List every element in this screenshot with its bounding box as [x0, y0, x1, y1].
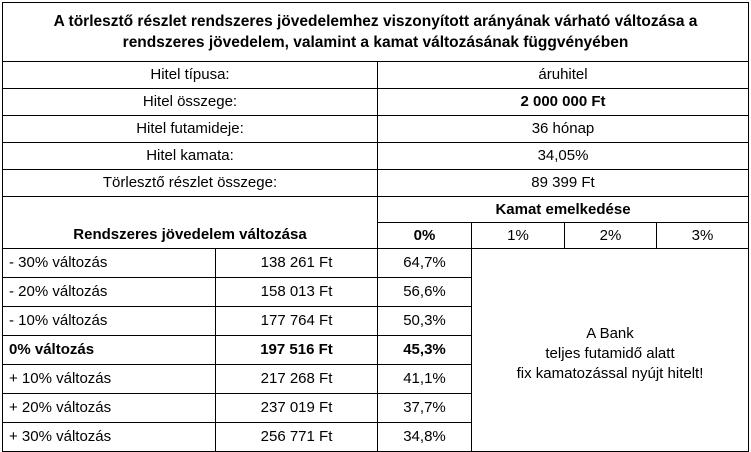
- row-income: 158 013 Ft: [216, 278, 378, 307]
- row-label: - 20% változás: [3, 278, 216, 307]
- empty-cell: [3, 197, 378, 223]
- row-ratio: 45,3%: [378, 336, 472, 365]
- info-value: 34,05%: [378, 143, 749, 170]
- row-ratio: 56,6%: [378, 278, 472, 307]
- info-label: Hitel összege:: [3, 89, 378, 116]
- row-income: 256 771 Ft: [216, 423, 378, 452]
- row-ratio: 50,3%: [378, 307, 472, 336]
- info-row-loan-type: [3, 62, 749, 89]
- rate-col-2: 2%: [565, 223, 657, 249]
- row-label: + 30% változás: [3, 423, 216, 452]
- info-row-loan-term: [3, 116, 749, 143]
- row-ratio: 37,7%: [378, 394, 472, 423]
- row-label: + 10% változás: [3, 365, 216, 394]
- info-label: Hitel futamideje:: [3, 116, 378, 143]
- info-value: 36 hónap: [378, 116, 749, 143]
- info-row-loan-amount: [3, 89, 749, 116]
- info-row-installment: [3, 170, 749, 197]
- row-label: - 30% változás: [3, 249, 216, 278]
- rate-col-0: 0%: [378, 223, 472, 249]
- info-label: Hitel kamata:: [3, 143, 378, 170]
- income-change-header: Rendszeres jövedelem változása: [3, 223, 378, 249]
- row-ratio: 41,1%: [378, 365, 472, 394]
- row-income: 197 516 Ft: [216, 336, 378, 365]
- row-income: 237 019 Ft: [216, 394, 378, 423]
- info-value: áruhitel: [378, 62, 749, 89]
- rate-col-1: 1%: [472, 223, 565, 249]
- loan-table: [2, 2, 749, 452]
- table-row: [3, 249, 749, 278]
- table-title: A törlesztő részlet rendszeres jövedelemhez viszonyított arányának várható változása a rendszeres jövedelem, valamint a kamat változásának függvényében: [3, 3, 749, 62]
- info-value: 89 399 Ft: [378, 170, 749, 197]
- row-ratio: 34,8%: [378, 423, 472, 452]
- info-value: 2 000 000 Ft: [378, 89, 749, 116]
- info-label: Törlesztő részlet összege:: [3, 170, 378, 197]
- row-income: 177 764 Ft: [216, 307, 378, 336]
- info-label: Hitel típusa:: [3, 62, 378, 89]
- row-label: - 10% változás: [3, 307, 216, 336]
- row-income: 217 268 Ft: [216, 365, 378, 394]
- row-label: + 20% változás: [3, 394, 216, 423]
- rate-col-3: 3%: [657, 223, 749, 249]
- row-income: 138 261 Ft: [216, 249, 378, 278]
- row-label: 0% változás: [3, 336, 216, 365]
- interest-increase-header: Kamat emelkedése: [378, 197, 749, 223]
- row-ratio: 64,7%: [378, 249, 472, 278]
- column-header-row: [3, 223, 749, 249]
- fixed-rate-note: A Bank teljes futamidő alatt fix kamatozással nyújt hitelt!: [472, 249, 749, 452]
- interest-header-row: [3, 197, 749, 223]
- info-row-interest-rate: [3, 143, 749, 170]
